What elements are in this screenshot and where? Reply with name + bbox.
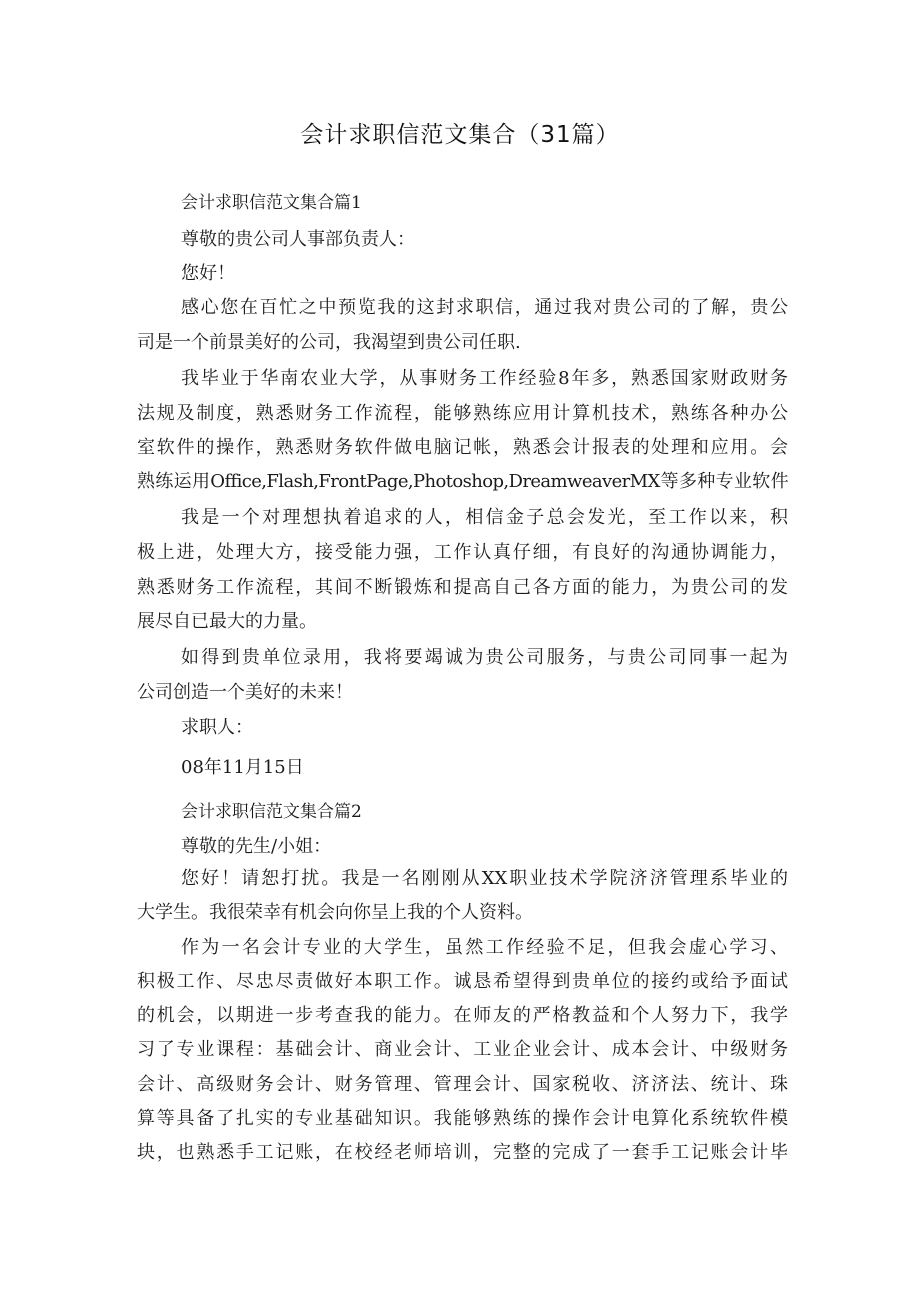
letter1-greeting: 您好！ [181,263,235,284]
letter2-p2-line2: 积极工作、尽忠尽责做好本职工作。诚恳希望得到贵单位的接约或给予面试 [137,971,788,992]
letter1-p3-line1: 我是一个对理想执着追求的人，相信金子总会发光，至工作以来，积 [181,507,788,528]
letter1-p3-line3: 熟悉财务工作流程，其间不断锻炼和提高自己各方面的能力，为贵公司的发 [137,577,788,598]
letter2-heading: 会计求职信范文集合篇2 [181,802,362,822]
letter1-p3-line4: 展尽自已最大的力量。 [137,611,317,632]
letter1-p1-line1: 感心您在百忙之中预览我的这封求职信，通过我对贵公司的了解，贵公 [181,297,788,318]
letter2-p2-line4: 习了专业课程：基础会计、商业会计、工业企业会计、成本会计、中级财务 [137,1039,788,1060]
letter2-p2-line5: 会计、高级财务会计、财务管理、管理会计、国家税收、济济法、统计、珠 [137,1074,788,1095]
letter1-p2-line1: 我毕业于华南农业大学，从事财务工作经验8年多，熟悉国家财政财务 [181,368,788,389]
letter1-p2-line2: 法规及制度，熟悉财务工作流程，能够熟练应用计算机技术，熟练各种办公 [137,403,788,424]
letter1-p1-line2: 司是一个前景美好的公司，我渴望到贵公司任职. [137,332,521,353]
letter1-p2-line3: 室软件的操作，熟悉财务软件做电脑记帐，熟悉会计报表的处理和应用。会 [137,437,788,458]
letter2-p2-line7: 块，也熟悉手工记账，在校经老师培训，完整的完成了一套手工记账会计毕 [137,1142,788,1163]
letter1-p3-line2: 极上进，处理大方，接受能力强，工作认真仔细，有良好的沟通协调能力， [137,542,788,563]
letter2-p2-line6: 算等具备了扎实的专业基础知识。我能够熟练的操作会计电算化系统软件模 [137,1108,788,1129]
letter2-p1-line1: 您好！请恕打扰。我是一名刚刚从XX职业技术学院济济管理系毕业的 [181,868,788,889]
letter2-p1-line2: 大学生。我很荣幸有机会向你呈上我的个人资料。 [137,902,533,923]
document-title: 会计求职信范文集合（31篇） [300,122,620,148]
letter1-salutation: 尊敬的贵公司人事部负责人： [181,229,415,250]
letter1-p4-line2: 公司创造一个美好的未来！ [137,682,353,703]
letter2-p2-line1: 作为一名会计专业的大学生，虽然工作经验不足，但我会虚心学习、 [181,937,788,958]
letter1-signoff: 求职人： [181,717,253,738]
letter1-heading: 会计求职信范文集合篇1 [181,193,362,213]
letter2-p2-line3: 的机会，以期进一步考查我的能力。在师友的严格教益和个人努力下，我学 [137,1005,788,1026]
letter2-salutation: 尊敬的先生/小姐： [181,836,332,857]
letter1-date: 08年11月15日 [181,757,304,778]
letter1-p2-line4: 熟练运用Office,Flash,FrontPage,Photoshop,DreamweaverMX等多种专业软件 [137,471,788,492]
letter1-p4-line1: 如得到贵单位录用，我将要竭诚为贵公司服务，与贵公司同事一起为 [181,647,788,668]
